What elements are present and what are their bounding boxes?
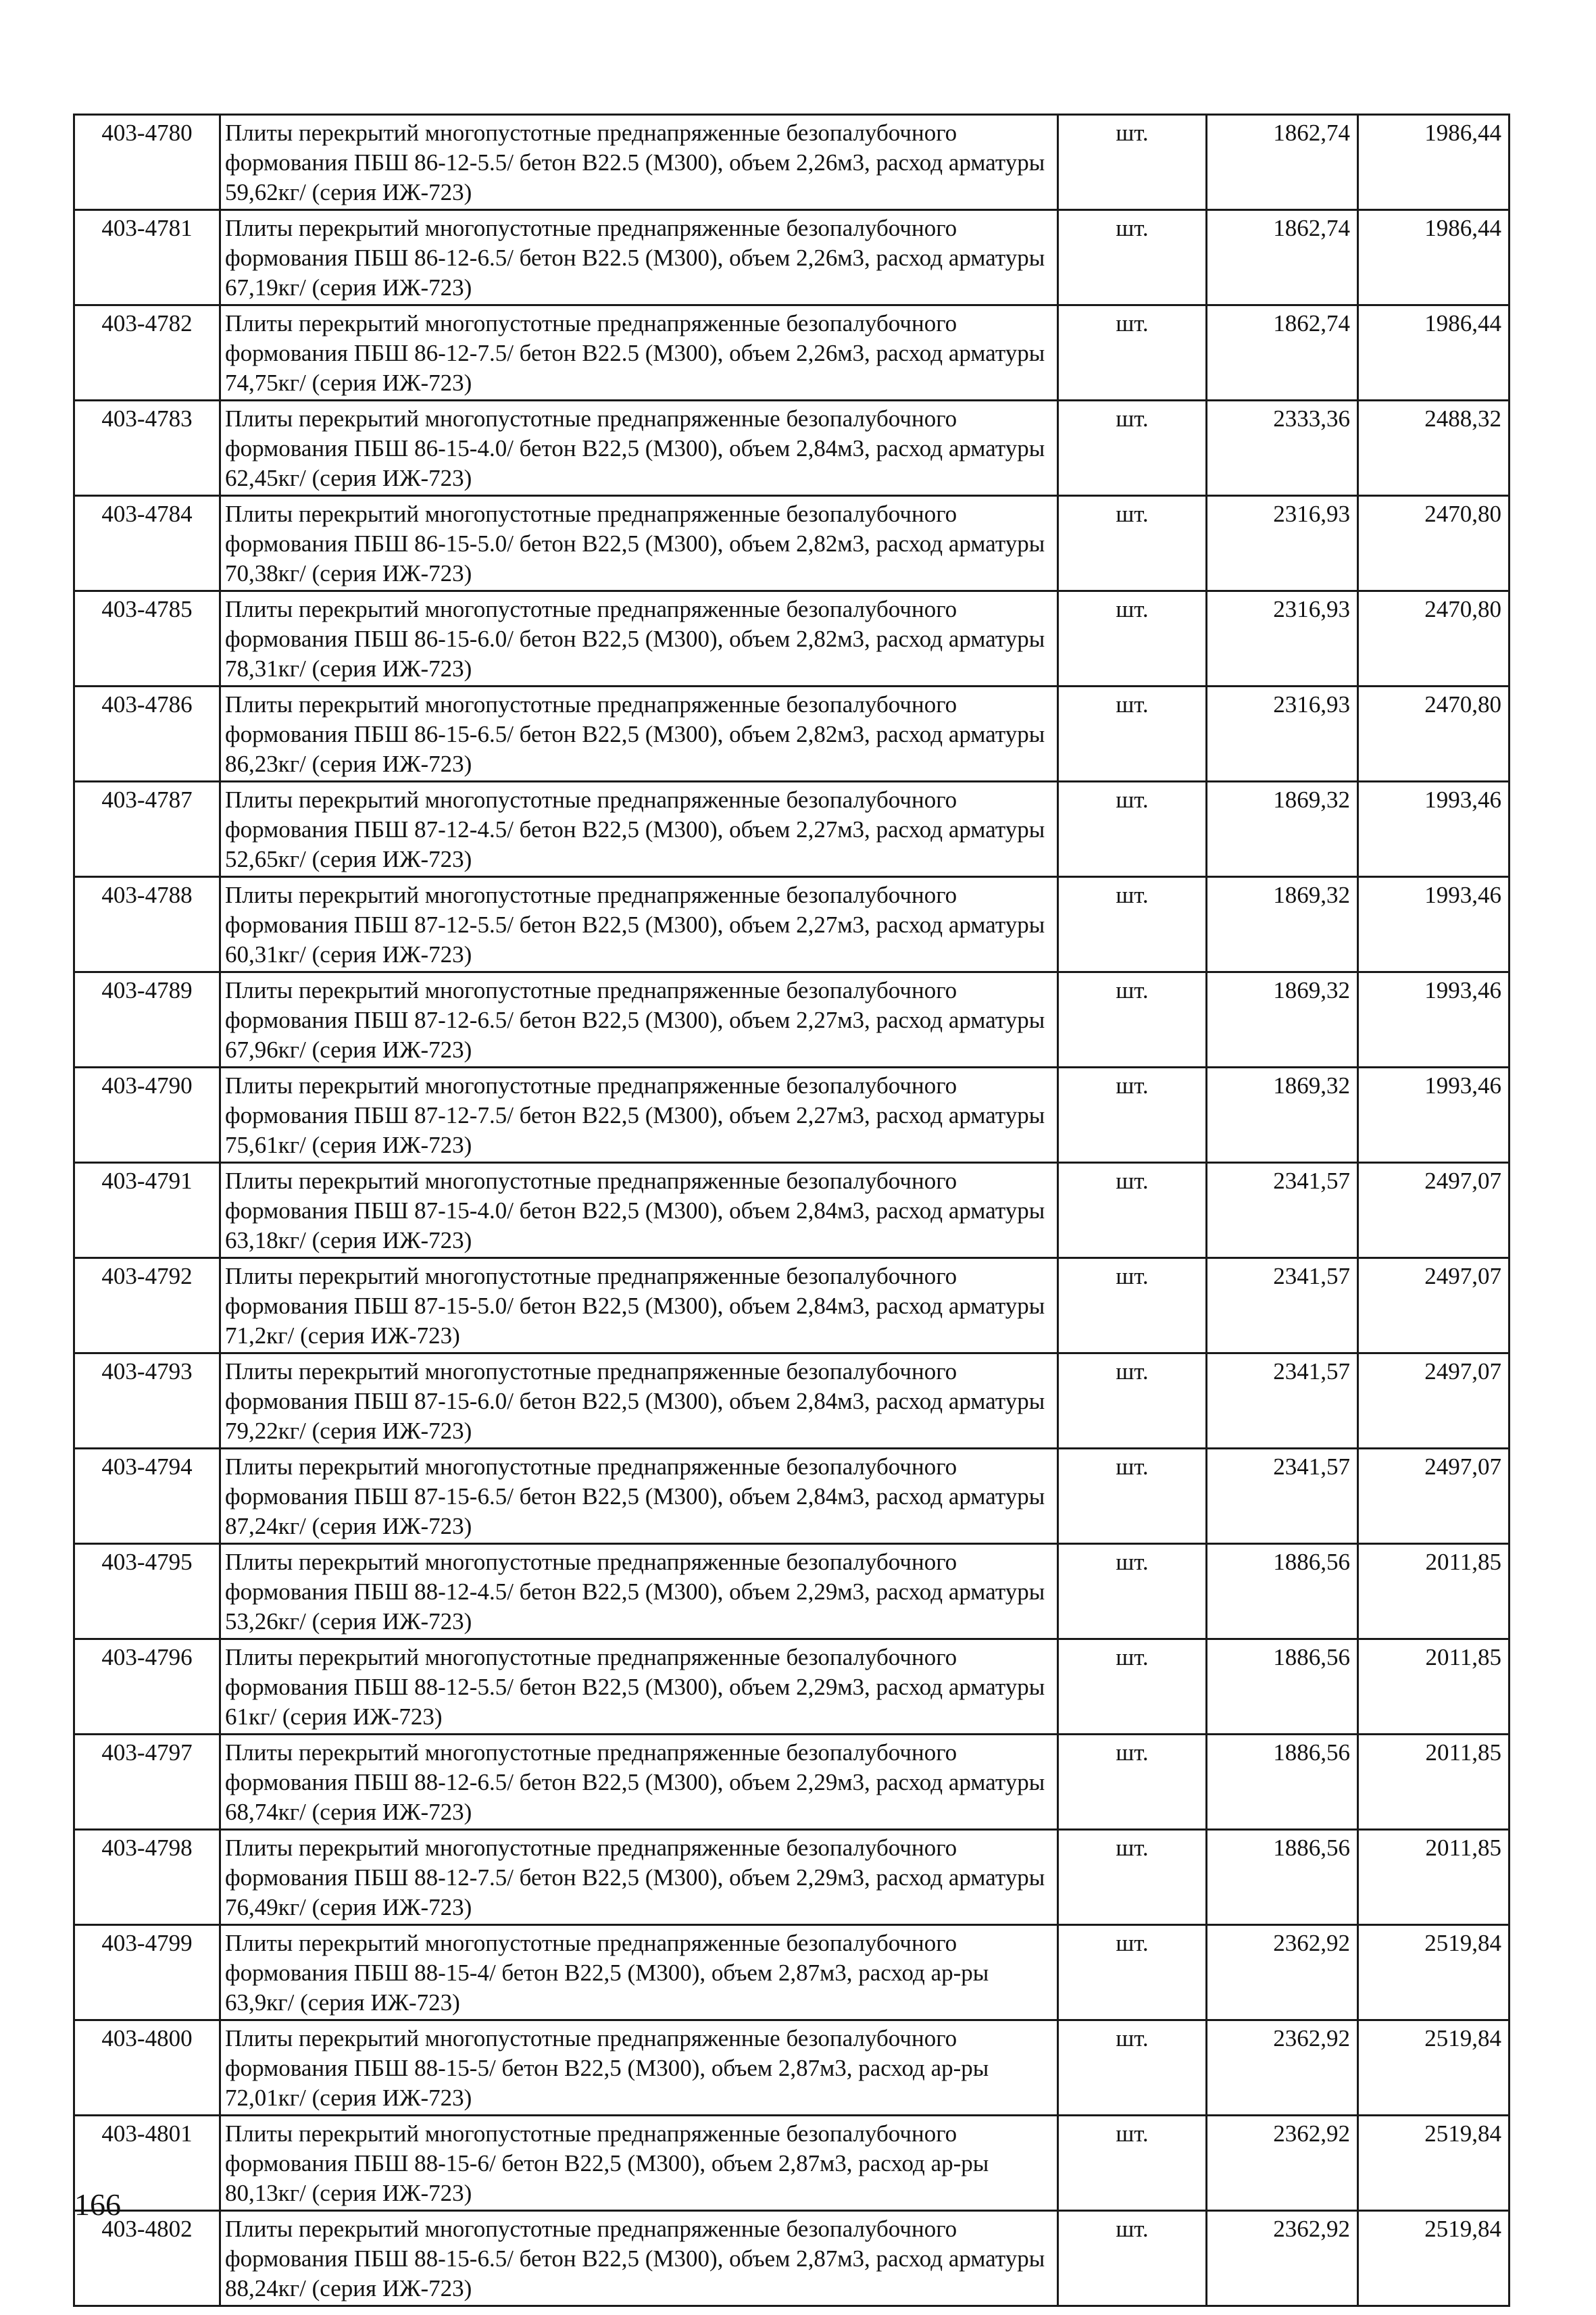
- table-row: [74, 1163, 1510, 1258]
- unit-cell: шт.: [1058, 1639, 1207, 1735]
- price-1-cell: 2362,92: [1207, 2116, 1358, 2211]
- price-1-cell: 2316,93: [1207, 687, 1358, 782]
- item-code-cell: 403-4794: [74, 1449, 220, 1544]
- price-2-cell: 1986,44: [1358, 210, 1510, 305]
- item-code-cell: 403-4792: [74, 1258, 220, 1353]
- table-body: [74, 115, 1510, 2306]
- item-code-cell: 403-4783: [74, 401, 220, 496]
- item-description-cell: Плиты перекрытий многопустотные преднапряженные безопалубочного формования ПБШ 87-15-6.5/ бетон В22,5 (М300), объем 2,84м3, расход арматуры 87,24кг/ (серия ИЖ-723): [220, 1449, 1058, 1544]
- table-row: [74, 1639, 1510, 1735]
- price-2-cell: 1993,46: [1358, 877, 1510, 972]
- unit-cell: шт.: [1058, 591, 1207, 687]
- item-code-cell: 403-4795: [74, 1544, 220, 1639]
- table-row: [74, 2020, 1510, 2116]
- price-1-cell: 2333,36: [1207, 401, 1358, 496]
- unit-cell: шт.: [1058, 496, 1207, 591]
- unit-cell: шт.: [1058, 1163, 1207, 1258]
- item-description-cell: Плиты перекрытий многопустотные преднапряженные безопалубочного формования ПБШ 86-15-5.0/ бетон В22,5 (М300), объем 2,82м3, расход арматуры 70,38кг/ (серия ИЖ-723): [220, 496, 1058, 591]
- unit-cell: шт.: [1058, 305, 1207, 401]
- item-code-cell: 403-4789: [74, 972, 220, 1068]
- item-code-cell: 403-4799: [74, 1925, 220, 2020]
- price-2-cell: 2497,07: [1358, 1353, 1510, 1449]
- item-code-cell: 403-4802: [74, 2211, 220, 2306]
- item-description-cell: Плиты перекрытий многопустотные преднапряженные безопалубочного формования ПБШ 86-12-5.5/ бетон В22.5 (М300), объем 2,26м3, расход арматуры 59,62кг/ (серия ИЖ-723): [220, 115, 1058, 210]
- item-description-cell: Плиты перекрытий многопустотные преднапряженные безопалубочного формования ПБШ 88-12-7.5/ бетон В22,5 (М300), объем 2,29м3, расход арматуры 76,49кг/ (серия ИЖ-723): [220, 1830, 1058, 1925]
- item-description-cell: Плиты перекрытий многопустотные преднапряженные безопалубочного формования ПБШ 87-15-4.0/ бетон В22,5 (М300), объем 2,84м3, расход арматуры 63,18кг/ (серия ИЖ-723): [220, 1163, 1058, 1258]
- table-row: [74, 687, 1510, 782]
- unit-cell: шт.: [1058, 115, 1207, 210]
- item-description-cell: Плиты перекрытий многопустотные преднапряженные безопалубочного формования ПБШ 87-12-6.5/ бетон В22,5 (М300), объем 2,27м3, расход арматуры 67,96кг/ (серия ИЖ-723): [220, 972, 1058, 1068]
- item-code-cell: 403-4796: [74, 1639, 220, 1735]
- unit-cell: шт.: [1058, 1353, 1207, 1449]
- price-2-cell: 2470,80: [1358, 687, 1510, 782]
- unit-cell: шт.: [1058, 1544, 1207, 1639]
- unit-cell: шт.: [1058, 1258, 1207, 1353]
- table-row: [74, 1068, 1510, 1163]
- unit-cell: шт.: [1058, 972, 1207, 1068]
- item-description-cell: Плиты перекрытий многопустотные преднапряженные безопалубочного формования ПБШ 87-12-4.5/ бетон В22,5 (М300), объем 2,27м3, расход арматуры 52,65кг/ (серия ИЖ-723): [220, 782, 1058, 877]
- price-1-cell: 2362,92: [1207, 2020, 1358, 2116]
- item-description-cell: Плиты перекрытий многопустотные преднапряженные безопалубочного формования ПБШ 88-12-6.5/ бетон В22,5 (М300), объем 2,29м3, расход арматуры 68,74кг/ (серия ИЖ-723): [220, 1735, 1058, 1830]
- unit-cell: шт.: [1058, 1830, 1207, 1925]
- item-description-cell: Плиты перекрытий многопустотные преднапряженные безопалубочного формования ПБШ 88-15-6.5/ бетон В22,5 (М300), объем 2,87м3, расход арматуры 88,24кг/ (серия ИЖ-723): [220, 2211, 1058, 2306]
- price-2-cell: 1993,46: [1358, 1068, 1510, 1163]
- price-1-cell: 2341,57: [1207, 1449, 1358, 1544]
- price-1-cell: 2362,92: [1207, 1925, 1358, 2020]
- table-row: [74, 782, 1510, 877]
- price-1-cell: 2341,57: [1207, 1163, 1358, 1258]
- table-row: [74, 115, 1510, 210]
- unit-cell: шт.: [1058, 877, 1207, 972]
- unit-cell: шт.: [1058, 687, 1207, 782]
- price-2-cell: 2497,07: [1358, 1258, 1510, 1353]
- item-description-cell: Плиты перекрытий многопустотные преднапряженные безопалубочного формования ПБШ 87-15-5.0/ бетон В22,5 (М300), объем 2,84м3, расход арматуры 71,2кг/ (серия ИЖ-723): [220, 1258, 1058, 1353]
- table-row: [74, 210, 1510, 305]
- price-1-cell: 2362,92: [1207, 2211, 1358, 2306]
- unit-cell: шт.: [1058, 1449, 1207, 1544]
- unit-cell: шт.: [1058, 210, 1207, 305]
- price-1-cell: 1862,74: [1207, 305, 1358, 401]
- price-2-cell: 2519,84: [1358, 1925, 1510, 2020]
- unit-cell: шт.: [1058, 2020, 1207, 2116]
- table-row: [74, 972, 1510, 1068]
- price-2-cell: 2470,80: [1358, 496, 1510, 591]
- item-description-cell: Плиты перекрытий многопустотные преднапряженные безопалубочного формования ПБШ 88-15-4/ бетон В22,5 (М300), объем 2,87м3, расход ар-ры 63,9кг/ (серия ИЖ-723): [220, 1925, 1058, 2020]
- price-2-cell: 2011,85: [1358, 1735, 1510, 1830]
- item-description-cell: Плиты перекрытий многопустотные преднапряженные безопалубочного формования ПБШ 86-15-6.5/ бетон В22,5 (М300), объем 2,82м3, расход арматуры 86,23кг/ (серия ИЖ-723): [220, 687, 1058, 782]
- item-code-cell: 403-4781: [74, 210, 220, 305]
- item-code-cell: 403-4788: [74, 877, 220, 972]
- price-2-cell: 1993,46: [1358, 972, 1510, 1068]
- table-row: [74, 1258, 1510, 1353]
- price-1-cell: 1886,56: [1207, 1735, 1358, 1830]
- price-1-cell: 1869,32: [1207, 972, 1358, 1068]
- page-number: 166: [74, 2187, 121, 2222]
- price-2-cell: 2519,84: [1358, 2211, 1510, 2306]
- unit-cell: шт.: [1058, 1735, 1207, 1830]
- price-1-cell: 1862,74: [1207, 115, 1358, 210]
- unit-cell: шт.: [1058, 2211, 1207, 2306]
- price-2-cell: 1986,44: [1358, 115, 1510, 210]
- table-row: [74, 877, 1510, 972]
- price-1-cell: 2341,57: [1207, 1258, 1358, 1353]
- table-row: [74, 2116, 1510, 2211]
- price-2-cell: 2519,84: [1358, 2020, 1510, 2116]
- price-2-cell: 2488,32: [1358, 401, 1510, 496]
- table-row: [74, 305, 1510, 401]
- price-2-cell: 2470,80: [1358, 591, 1510, 687]
- item-description-cell: Плиты перекрытий многопустотные преднапряженные безопалубочного формования ПБШ 86-12-6.5/ бетон В22.5 (М300), объем 2,26м3, расход арматуры 67,19кг/ (серия ИЖ-723): [220, 210, 1058, 305]
- price-1-cell: 1886,56: [1207, 1830, 1358, 1925]
- table-row: [74, 1830, 1510, 1925]
- item-code-cell: 403-4791: [74, 1163, 220, 1258]
- item-description-cell: Плиты перекрытий многопустотные преднапряженные безопалубочного формования ПБШ 87-12-5.5/ бетон В22,5 (М300), объем 2,27м3, расход арматуры 60,31кг/ (серия ИЖ-723): [220, 877, 1058, 972]
- item-code-cell: 403-4787: [74, 782, 220, 877]
- price-1-cell: 1886,56: [1207, 1544, 1358, 1639]
- price-1-cell: 2316,93: [1207, 591, 1358, 687]
- price-2-cell: 2497,07: [1358, 1163, 1510, 1258]
- item-description-cell: Плиты перекрытий многопустотные преднапряженные безопалубочного формования ПБШ 88-12-5.5/ бетон В22,5 (М300), объем 2,29м3, расход арматуры 61кг/ (серия ИЖ-723): [220, 1639, 1058, 1735]
- item-description-cell: Плиты перекрытий многопустотные преднапряженные безопалубочного формования ПБШ 87-15-6.0/ бетон В22,5 (М300), объем 2,84м3, расход арматуры 79,22кг/ (серия ИЖ-723): [220, 1353, 1058, 1449]
- price-1-cell: 2316,93: [1207, 496, 1358, 591]
- table-row: [74, 401, 1510, 496]
- item-description-cell: Плиты перекрытий многопустотные преднапряженные безопалубочного формования ПБШ 88-12-4.5/ бетон В22,5 (М300), объем 2,29м3, расход арматуры 53,26кг/ (серия ИЖ-723): [220, 1544, 1058, 1639]
- table-row: [74, 591, 1510, 687]
- item-code-cell: 403-4800: [74, 2020, 220, 2116]
- item-code-cell: 403-4801: [74, 2116, 220, 2211]
- price-1-cell: 1869,32: [1207, 1068, 1358, 1163]
- price-2-cell: 2011,85: [1358, 1639, 1510, 1735]
- item-description-cell: Плиты перекрытий многопустотные преднапряженные безопалубочного формования ПБШ 86-15-4.0/ бетон В22,5 (М300), объем 2,84м3, расход арматуры 62,45кг/ (серия ИЖ-723): [220, 401, 1058, 496]
- table-row: [74, 1449, 1510, 1544]
- price-2-cell: 2519,84: [1358, 2116, 1510, 2211]
- item-code-cell: 403-4790: [74, 1068, 220, 1163]
- table-row: [74, 496, 1510, 591]
- price-1-cell: 2341,57: [1207, 1353, 1358, 1449]
- unit-cell: шт.: [1058, 1068, 1207, 1163]
- price-2-cell: 2497,07: [1358, 1449, 1510, 1544]
- item-code-cell: 403-4782: [74, 305, 220, 401]
- item-code-cell: 403-4793: [74, 1353, 220, 1449]
- item-description-cell: Плиты перекрытий многопустотные преднапряженные безопалубочного формования ПБШ 86-12-7.5/ бетон В22.5 (М300), объем 2,26м3, расход арматуры 74,75кг/ (серия ИЖ-723): [220, 305, 1058, 401]
- price-1-cell: 1869,32: [1207, 782, 1358, 877]
- item-description-cell: Плиты перекрытий многопустотные преднапряженные безопалубочного формования ПБШ 87-12-7.5/ бетон В22,5 (М300), объем 2,27м3, расход арматуры 75,61кг/ (серия ИЖ-723): [220, 1068, 1058, 1163]
- price-1-cell: 1862,74: [1207, 210, 1358, 305]
- table-row: [74, 1544, 1510, 1639]
- item-code-cell: 403-4786: [74, 687, 220, 782]
- price-2-cell: 1986,44: [1358, 305, 1510, 401]
- price-table: [73, 114, 1510, 2307]
- price-2-cell: 2011,85: [1358, 1830, 1510, 1925]
- table-row: [74, 1353, 1510, 1449]
- item-code-cell: 403-4785: [74, 591, 220, 687]
- unit-cell: шт.: [1058, 2116, 1207, 2211]
- item-description-cell: Плиты перекрытий многопустотные преднапряженные безопалубочного формования ПБШ 86-15-6.0/ бетон В22,5 (М300), объем 2,82м3, расход арматуры 78,31кг/ (серия ИЖ-723): [220, 591, 1058, 687]
- item-code-cell: 403-4797: [74, 1735, 220, 1830]
- item-code-cell: 403-4780: [74, 115, 220, 210]
- unit-cell: шт.: [1058, 1925, 1207, 2020]
- price-2-cell: 1993,46: [1358, 782, 1510, 877]
- price-2-cell: 2011,85: [1358, 1544, 1510, 1639]
- unit-cell: шт.: [1058, 782, 1207, 877]
- table-row: [74, 1735, 1510, 1830]
- price-1-cell: 1886,56: [1207, 1639, 1358, 1735]
- item-code-cell: 403-4784: [74, 496, 220, 591]
- unit-cell: шт.: [1058, 401, 1207, 496]
- price-1-cell: 1869,32: [1207, 877, 1358, 972]
- table-row: [74, 1925, 1510, 2020]
- item-code-cell: 403-4798: [74, 1830, 220, 1925]
- item-description-cell: Плиты перекрытий многопустотные преднапряженные безопалубочного формования ПБШ 88-15-6/ бетон В22,5 (М300), объем 2,87м3, расход ар-ры 80,13кг/ (серия ИЖ-723): [220, 2116, 1058, 2211]
- item-description-cell: Плиты перекрытий многопустотные преднапряженные безопалубочного формования ПБШ 88-15-5/ бетон В22,5 (М300), объем 2,87м3, расход ар-ры 72,01кг/ (серия ИЖ-723): [220, 2020, 1058, 2116]
- table-row: [74, 2211, 1510, 2306]
